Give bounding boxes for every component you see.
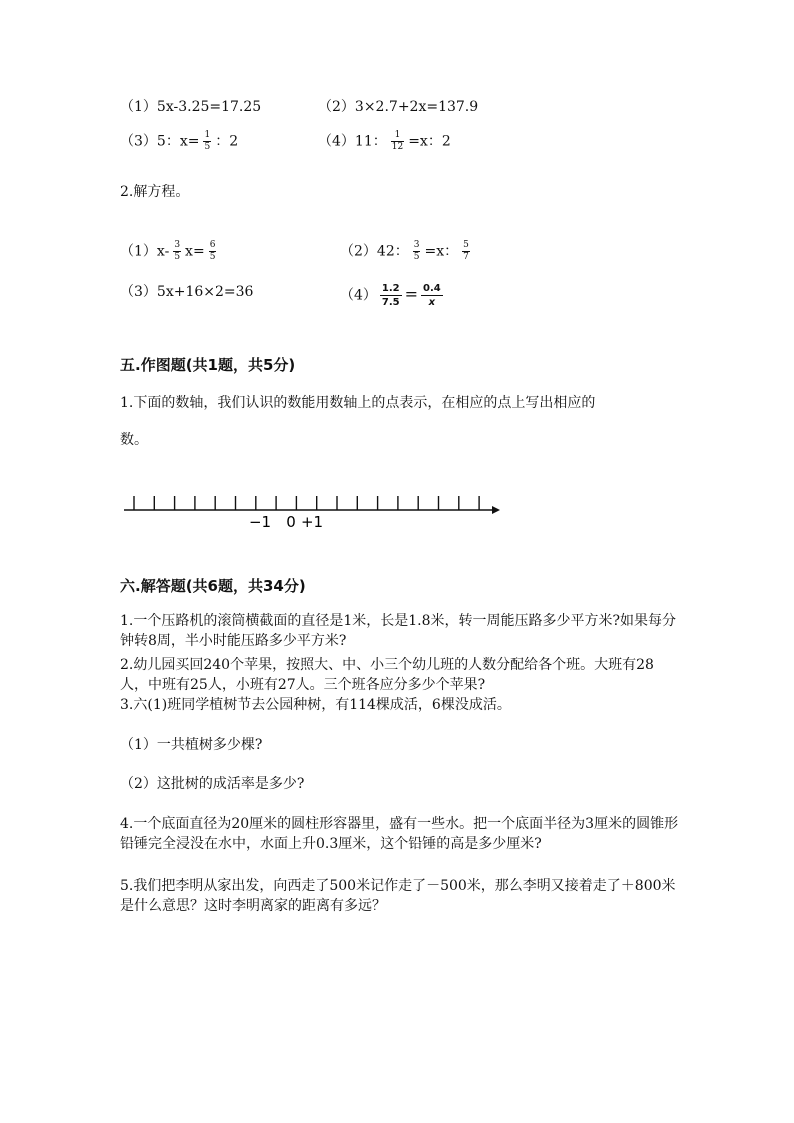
fraction: $\frac{1.2}{7.5}$ [381, 283, 400, 308]
eq-2-3: （3）5x+16×2=36 [120, 284, 254, 300]
axis-label-pos: +1 [300, 513, 324, 531]
fraction: $\frac{0.4}{x}$ [423, 283, 441, 308]
fraction: $\frac{6}{5}$ [209, 240, 216, 262]
axis-label-neg: −1 [248, 513, 272, 531]
section5-q1-line1: 1.下面的数轴，我们认识的数能用数轴上的点表示，在相应的点上写出相应的 [120, 395, 596, 411]
eq-2-4: （4） $\frac{1.2}{7.5}$ = $\frac{0.4}{x}$ [340, 283, 441, 308]
question-3-sub1: （1）一共植树多少棵? [120, 737, 263, 753]
axis-ticks [134, 496, 479, 510]
question-1: 1.一个压路机的滚筒横截面的直径是1米，长是1.8米，转一周能压路多少平方米?如果每分钟转8周，半小时能压路多少平方米? [120, 613, 677, 649]
eq-1-2: （2）3×2.7+2x=137.9 [318, 99, 479, 115]
number-line [120, 486, 505, 532]
eq-1-4: （4）11： $\frac{1}{12}$ =x：2 [318, 130, 451, 152]
question-5: 5.我们把李明从家出发，向西走了500米记作走了－500米，那么李明又接着走了＋800米是什么意思？这时李明离家的距离有多远？ [120, 878, 676, 914]
fraction: $\frac{5}{7}$ [463, 240, 469, 262]
axis-arrow [492, 506, 500, 514]
fraction: $\frac{1}{12}$ [391, 130, 404, 152]
question-2: 2.幼儿园买回240个苹果，按照大、中、小三个幼儿班的人数分配给各个班。大班有28人，中班有25人，小班有27人。三个班各应分多少个苹果? [120, 657, 654, 693]
eq-2-1: （1）x- $\frac{3}{5}$ x= $\frac{6}{5}$ [120, 240, 216, 262]
question-4: 4.一个底面直径为20厘米的圆柱形容器里，盛有一些水。把一个底面半径为3厘米的圆锥形铅锤完全浸没在水中，水面上升0.3厘米，这个铅锤的高是多少厘米? [120, 816, 679, 852]
question-3-sub2: （2）这批树的成活率是多少? [120, 776, 305, 792]
axis-label-zero: 0 [286, 513, 296, 531]
section5-heading: 五.作图题(共1题，共5分) [120, 356, 296, 374]
section2-title: 2.解方程。 [120, 184, 190, 200]
fraction: $\frac{3}{5}$ [174, 240, 181, 262]
eq-2-2: （2）42： $\frac{3}{5}$ =x： $\frac{5}{7}$ [340, 240, 469, 262]
eq-1-1: （1）5x-3.25=17.25 [120, 99, 262, 115]
eq-1-3: （3）5：x= $\frac{1}{5}$ ：2 [120, 130, 239, 152]
fraction: $\frac{1}{5}$ [204, 130, 211, 152]
question-3: 3.六(1)班同学植树节去公园种树，有114棵成活，6棵没成活。 [120, 697, 511, 713]
section5-q1-line2: 数。 [120, 432, 148, 448]
section6-heading: 六.解答题(共6题，共34分) [120, 577, 306, 595]
fraction: $\frac{3}{5}$ [413, 240, 420, 262]
